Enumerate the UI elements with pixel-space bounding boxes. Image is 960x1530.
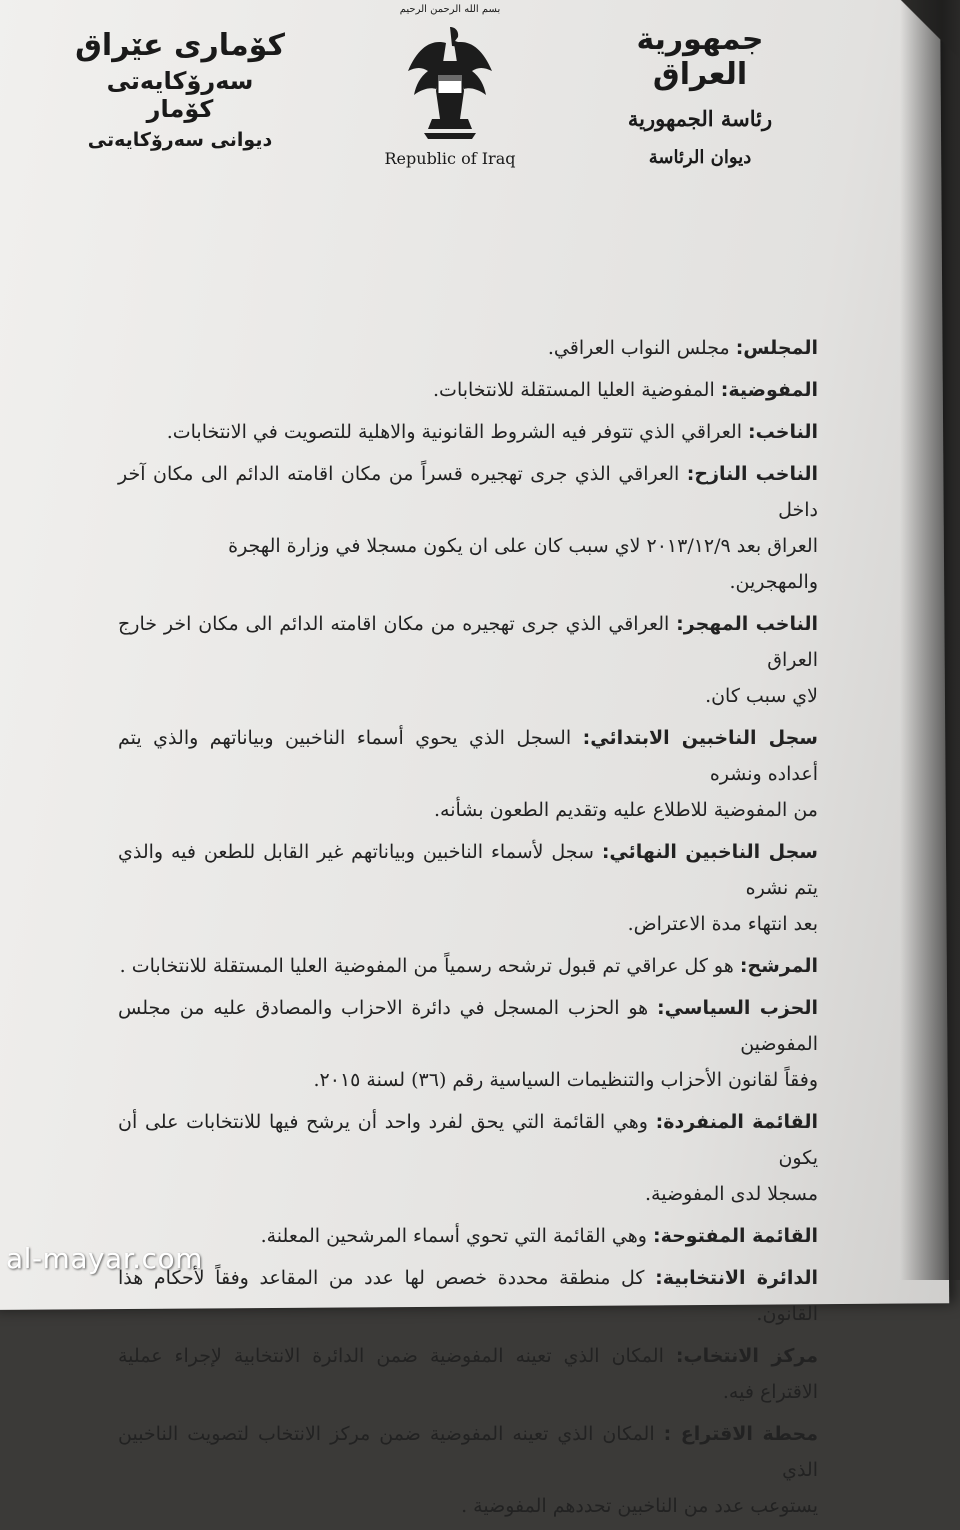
definition-line [118,330,818,366]
arabic-country-name: جمهورية العراق [636,22,764,92]
definition-term: القائمة المنفردة: [655,1111,818,1133]
definition-line [118,1176,818,1212]
arabic-presidency: رئاسة الجمهورية [627,106,773,131]
definition-entry [118,1104,818,1212]
definition-line [118,1104,818,1176]
definition-term: الحزب السياسي: [656,997,818,1019]
definition-line [118,792,818,828]
definitions-list [118,330,818,1530]
definition-text: هو الحزب المسجل في دائرة الاحزاب والمصادق عليه من مجلس المفوضين [118,997,818,1055]
definition-line [118,720,818,792]
definition-line [118,564,818,600]
definition-text: المكان الذي تعينه المفوضية ضمن الدائرة الانتخابية لإجراء عملية الاقتراع فيه. [118,1345,818,1403]
definition-text: العراقي الذي تتوفر فيه الشروط القانونية والاهلية للتصويت في الانتخابات. [166,421,749,443]
definition-entry [118,414,818,450]
definition-text: من المفوضية للاطلاع عليه وتقديم الطعون بشأنه. [434,799,818,821]
definition-entry [118,1218,818,1254]
definition-line [118,528,818,564]
definition-line [118,906,818,942]
definition-term: المفوضية: [720,379,818,401]
definition-term: سجل الناخبين النهائي: [601,841,818,863]
definition-term: القائمة المفتوحة: [652,1225,818,1247]
kurdish-letterhead [70,28,290,151]
definition-text: وفقاً لقانون الأحزاب والتنظيمات السياسية رقم (٣٦) لسنة ٢٠١٥. [313,1069,818,1091]
definition-text: هو كل عراقي تم قبول ترشحه رسمياً من المفوضية العليا المستقلة للانتخابات . [119,955,740,977]
definition-line [118,1488,818,1524]
definition-term: مركز الانتخاب: [675,1345,818,1367]
definition-term: محطة الاقتراع : [663,1423,818,1445]
definition-entry [118,1416,818,1524]
definition-entry [118,990,818,1098]
definition-text: المفوضية العليا المستقلة للانتخابات. [433,379,721,401]
definition-text: العراقي الذي جرى تهجيره من مكان اقامته الدائم الى مكان اخر خارج العراق [118,613,818,671]
definition-term: سجل الناخبين الابتدائي: [582,727,818,749]
definition-text: العراق بعد ٢٠١٣/١٢/٩ لاي سبب كان على ان يكون مسجلا في وزارة الهجرة [228,535,818,557]
definition-text: كل منطقة محددة خصص لها عدد من المقاعد وفقاً لأحكام هذا القانون. [118,1267,818,1325]
definition-entry [118,1260,818,1332]
definition-line [118,1416,818,1488]
definition-text: بعد انتهاء مدة الاعتراض. [627,913,818,935]
definition-text: والمهجرين. [729,571,818,593]
definition-text: العراقي الذي جرى تهجيره قسراً من مكان اقامته الدائم الى مكان آخر داخل [118,463,818,521]
definition-line [118,1062,818,1098]
definition-text: لاي سبب كان. [705,685,818,707]
definition-text: وهي القائمة التي تحوي أسماء المرشحين المعلنة. [260,1225,653,1247]
definition-text: مجلس النواب العراقي. [547,337,736,359]
definition-entry [118,606,818,714]
definition-line [118,1218,818,1254]
definition-entry [118,372,818,408]
definition-term: الناخب المهجر: [676,613,818,635]
arabic-presidency-office: ديوان الرئاسة [648,147,752,168]
kurdish-presidency: سەرۆكايەتی كۆمار [106,67,254,123]
basmala: بسم الله الرحمن الرحيم [399,4,501,15]
definition-entry [118,456,818,600]
arabic-letterhead [600,22,800,168]
republic-of-iraq-label: Republic of Iraq [384,149,516,168]
definition-entry [118,330,818,366]
definition-text: وهي القائمة التي يحق لفرد واحد أن يرشح فيها للانتخابات على أن يكون [118,1111,818,1169]
definition-line [118,834,818,906]
definition-line [118,990,818,1062]
eagle-emblem-icon [402,21,498,141]
definition-line [118,414,818,450]
crest-block [370,0,530,168]
definition-term: المرشح: [739,955,818,977]
definition-line [118,1338,818,1410]
definition-term: الناخب النازح: [686,463,818,485]
site-watermark: al-mayar.com [6,1242,203,1275]
definition-text: يستوعب عدد من الناخبين تحددهم المفوضية . [461,1495,818,1517]
definition-text: المكان الذي تعينه المفوضية ضمن مركز الانتخاب لتصويت الناخبين الذي [118,1423,818,1481]
definition-line [118,1260,818,1332]
definition-term: الناخب: [748,421,818,443]
definition-entry [118,1338,818,1410]
page-edge-shadow [900,0,960,1280]
definition-entry [118,834,818,942]
definition-text: السجل الذي يحوي أسماء الناخبين وبياناتهم والذي يتم أعداده ونشره [118,727,818,785]
definition-line [118,372,818,408]
definition-line [118,678,818,714]
definition-line [118,606,818,678]
definition-text: سجل لأسماء الناخبين وبياناتهم غير القابل للطعن فيه والذي يتم نشره [118,841,818,899]
definition-entry [118,948,818,984]
kurdish-country-name: كۆماری عێراق [75,28,285,63]
definition-line [118,456,818,528]
definition-text: مسجلا لدى المفوضية. [644,1183,818,1205]
entry-spacer [118,1524,818,1530]
definition-term: المجلس: [735,337,818,359]
definition-line [118,948,818,984]
kurdish-presidency-office: ديوانی سەرۆكايەتی [87,129,273,151]
definition-term: الدائرة الانتخابية: [655,1267,818,1289]
definition-entry [118,720,818,828]
